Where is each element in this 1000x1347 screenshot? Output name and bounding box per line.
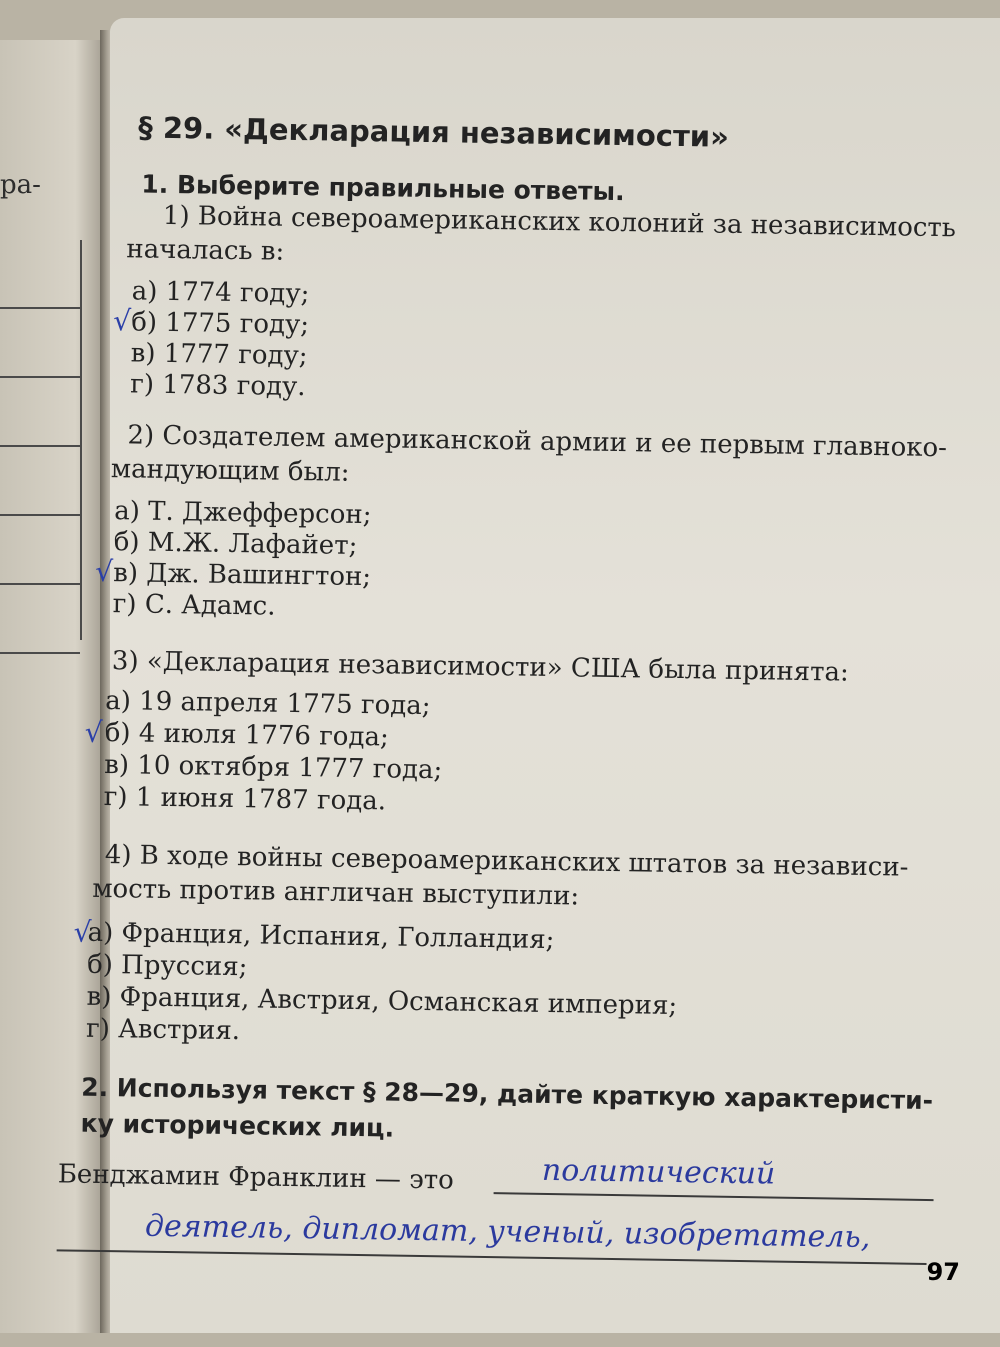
q3-option-c: в) 10 октября 1777 года; (104, 750, 443, 786)
q2-check-mark: √ (95, 554, 114, 589)
q4-option-a: а) Франция, Испания, Голландия; (87, 917, 555, 956)
q3-check-mark: √ (84, 715, 103, 749)
q1-option-a: а) 1774 году; (131, 276, 310, 310)
task2-heading-line-1: 2. Используя текст § 28—29, дайте краткую характеристи- (80, 1072, 934, 1116)
q2-line-1: 2) Создателем американской армии и ее первым главноко- (127, 420, 948, 464)
page-number: 97 (926, 1258, 960, 1286)
answer-line-1 (494, 1192, 934, 1201)
q3-option-d: г) 1 июня 1787 года. (103, 782, 387, 817)
q4-line-2: мость против англичан выступили: (92, 873, 580, 912)
handwritten-answer-2: деятель, дипломат, ученый, изобретатель, (144, 1208, 871, 1256)
q2-option-a: а) Т. Джефферсон; (114, 496, 372, 531)
task1-heading: 1. Выберите правильные ответы. (141, 169, 625, 207)
q4-option-d: г) Австрия. (85, 1013, 241, 1047)
q4-option-c: в) Франция, Австрия, Османская империя; (86, 981, 678, 1022)
workbook-page (57, 18, 1000, 1333)
q1-check-mark: √ (112, 304, 132, 338)
page-title: § 29. «Декларация независимости» (138, 110, 730, 154)
q4-option-b: б) Пруссия; (86, 949, 248, 983)
q2-line-2: мандующим был: (110, 454, 350, 488)
q3-line-1: 3) «Декларация независимости» США была принята: (111, 646, 849, 688)
q4-check-mark: √ (73, 915, 92, 949)
q1-option-b: б) 1775 году; (130, 307, 310, 341)
left-page-table (0, 240, 82, 640)
q1-line-1: 1) Война североамериканских колоний за независимость (162, 200, 957, 244)
q3-option-a: а) 19 апреля 1775 года; (105, 686, 431, 722)
franklin-prompt: Бенджамин Франклин — это (57, 1159, 455, 1196)
q1-option-d: г) 1783 году. (130, 369, 306, 403)
q2-option-b: б) М.Ж. Лафайет; (113, 527, 358, 561)
q2-option-d: г) С. Адамс. (112, 589, 276, 622)
q1-option-c: в) 1777 году; (130, 338, 308, 372)
page-content (57, 18, 1000, 1347)
handwritten-answer-1: политический (541, 1152, 776, 1192)
task2-heading-line-2: ку исторических лиц. (80, 1108, 395, 1143)
q2-option-c: в) Дж. Вашингтон; (113, 558, 372, 593)
left-page-fragment: ра- (0, 170, 41, 200)
q1-line-2: началась в: (126, 234, 285, 267)
q4-line-1: 4) В ходе войны североамериканских штатов за независи- (104, 840, 909, 883)
q3-option-b: б) 4 июля 1776 года; (104, 718, 389, 753)
